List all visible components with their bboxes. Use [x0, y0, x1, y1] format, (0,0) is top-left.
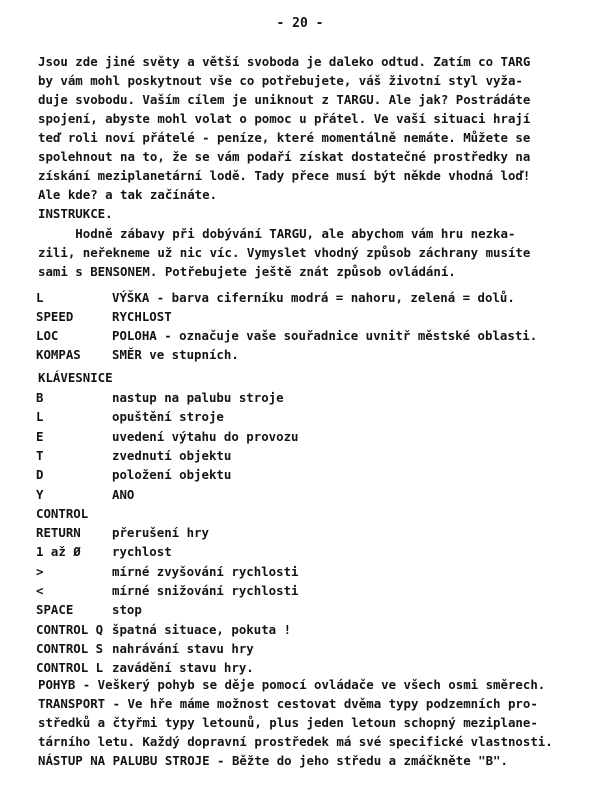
display-row-key: L [36, 290, 44, 305]
keyboard-row [36, 544, 172, 560]
keyboard-row [36, 448, 231, 464]
keyboard-row-desc: mírné zvyšování rychlosti [112, 563, 299, 579]
keyboard-row-key: Y [36, 486, 44, 502]
keyboard-row-desc: špatná situace, pokuta ! [112, 621, 292, 637]
display-row-desc: POLOHA - označuje vaše souřadnice uvnitř městské oblasti. [112, 328, 538, 343]
display-row-desc: RYCHLOST [112, 309, 172, 324]
closing-line: tárního letu. Každý dopravní prostředek má své specifické vlastnosti. [38, 734, 553, 749]
keyboard-row-desc: nastup na palubu stroje [112, 390, 284, 405]
keyboard-row-desc: mírné snižování rychlosti [112, 583, 299, 598]
display-row [36, 347, 239, 363]
keyboard-row-key: CONTROL Q [36, 621, 104, 637]
keyboard-row [36, 583, 299, 599]
keyboard-row-key: B [36, 390, 44, 405]
instructions-heading: INSTRUKCE. [38, 206, 113, 221]
keyboard-row [36, 409, 224, 425]
keyboard-row-key: RETURN [36, 525, 81, 541]
keyboard-row-desc: opuštění stroje [112, 409, 224, 425]
display-row-key: KOMPAS [36, 347, 81, 362]
keyboard-row-desc: stop [112, 602, 142, 618]
keyboard-row [36, 622, 291, 638]
keyboard-row [36, 660, 254, 676]
keyboard-row-key: 1 až Ø [36, 544, 81, 560]
closing-line: POHYB - Veškerý pohyb se děje pomocí ovládače ve všech osmi směrech. [38, 677, 546, 692]
keyboard-row-desc: zvednutí objektu [112, 447, 232, 463]
keyboard-row-key: > [36, 563, 44, 579]
instructions-line: Hodně zábavy při dobývání TARGU, ale abychom vám hru nezka- [38, 226, 516, 241]
display-row-desc: VÝŠKA - barva ciferníku modrá = nahoru, zelená = dolů. [112, 290, 515, 305]
intro-line: spolehnout na to, že se vám podaří získat dostatečné prostředky na [38, 149, 531, 164]
keyboard-row [36, 390, 284, 406]
keyboard-row [36, 641, 254, 657]
keyboard-row-key: < [36, 583, 44, 598]
keyboard-row-desc: zavádění stavu hry. [112, 660, 254, 676]
keyboard-row [36, 467, 231, 483]
keyboard-row [36, 487, 134, 503]
keyboard-row [36, 602, 142, 618]
keyboard-row [36, 525, 209, 541]
display-row [36, 290, 515, 306]
display-row [36, 309, 172, 325]
display-row [36, 328, 537, 344]
intro-line: získání meziplanetární lodě. Tady přece musí být někde vhodná loď! [38, 168, 531, 183]
display-row-key: LOC [36, 328, 59, 343]
keyboard-row-desc: přerušení hry [112, 525, 209, 541]
keyboard-heading: KLÁVESNICE [38, 370, 113, 385]
keyboard-row-key: T [36, 447, 44, 463]
intro-line: duje svobodu. Vaším cílem je uniknout z TARGU. Ale jak? Postrádáte [38, 92, 531, 107]
keyboard-row-key: E [36, 428, 44, 444]
keyboard-row-key: SPACE [36, 602, 74, 618]
keyboard-row-desc: ANO [112, 486, 135, 502]
display-row-desc: SMĚR ve stupních. [112, 347, 239, 362]
intro-line: spojení, abyste mohl volat o pomoc u přátel. Ve vaší situaci hrají [38, 111, 531, 126]
keyboard-row-desc: nahrávání stavu hry [112, 640, 254, 656]
closing-line: středků a čtyřmi typy letounů, plus jeden letoun schopný meziplane- [38, 715, 538, 730]
keyboard-row [36, 506, 112, 522]
keyboard-row-desc: rychlost [112, 544, 172, 560]
keyboard-row-key: CONTROL L [36, 660, 104, 676]
keyboard-row-key: L [36, 409, 44, 425]
keyboard-row-key: CONTROL S [36, 640, 104, 656]
intro-line: teď roli noví přátelé - peníze, které momentálně nemáte. Můžete se [38, 130, 531, 145]
keyboard-row-key: D [36, 467, 44, 483]
keyboard-row-key: CONTROL [36, 505, 89, 521]
intro-line: by vám mohl poskytnout vše co potřebujete, váš životní styl vyža- [38, 73, 523, 88]
keyboard-row [36, 429, 299, 445]
display-row-key: SPEED [36, 309, 74, 324]
keyboard-row [36, 564, 299, 580]
instructions-line: zili, neřekneme už nic víc. Vymyslet vhodný způsob záchrany musíte [38, 245, 531, 260]
closing-line: NÁSTUP NA PALUBU STROJE - Běžte do jeho středu a zmáčkněte "B". [38, 753, 508, 768]
keyboard-row-desc: položení objektu [112, 467, 232, 483]
instructions-line: sami s BENSONEM. Potřebujete ještě znát způsob ovládání. [38, 264, 456, 279]
page-number: - 20 - [276, 16, 324, 31]
intro-line: Jsou zde jiné světy a větší svoboda je daleko odtud. Zatím co TARG [38, 54, 531, 69]
intro-line: Ale kde? a tak začínáte. [38, 187, 218, 202]
keyboard-row-desc: uvedení výtahu do provozu [112, 428, 299, 444]
closing-line: TRANSPORT - Ve hře máme možnost cestovat dvěma typy podzemních pro- [38, 696, 538, 711]
